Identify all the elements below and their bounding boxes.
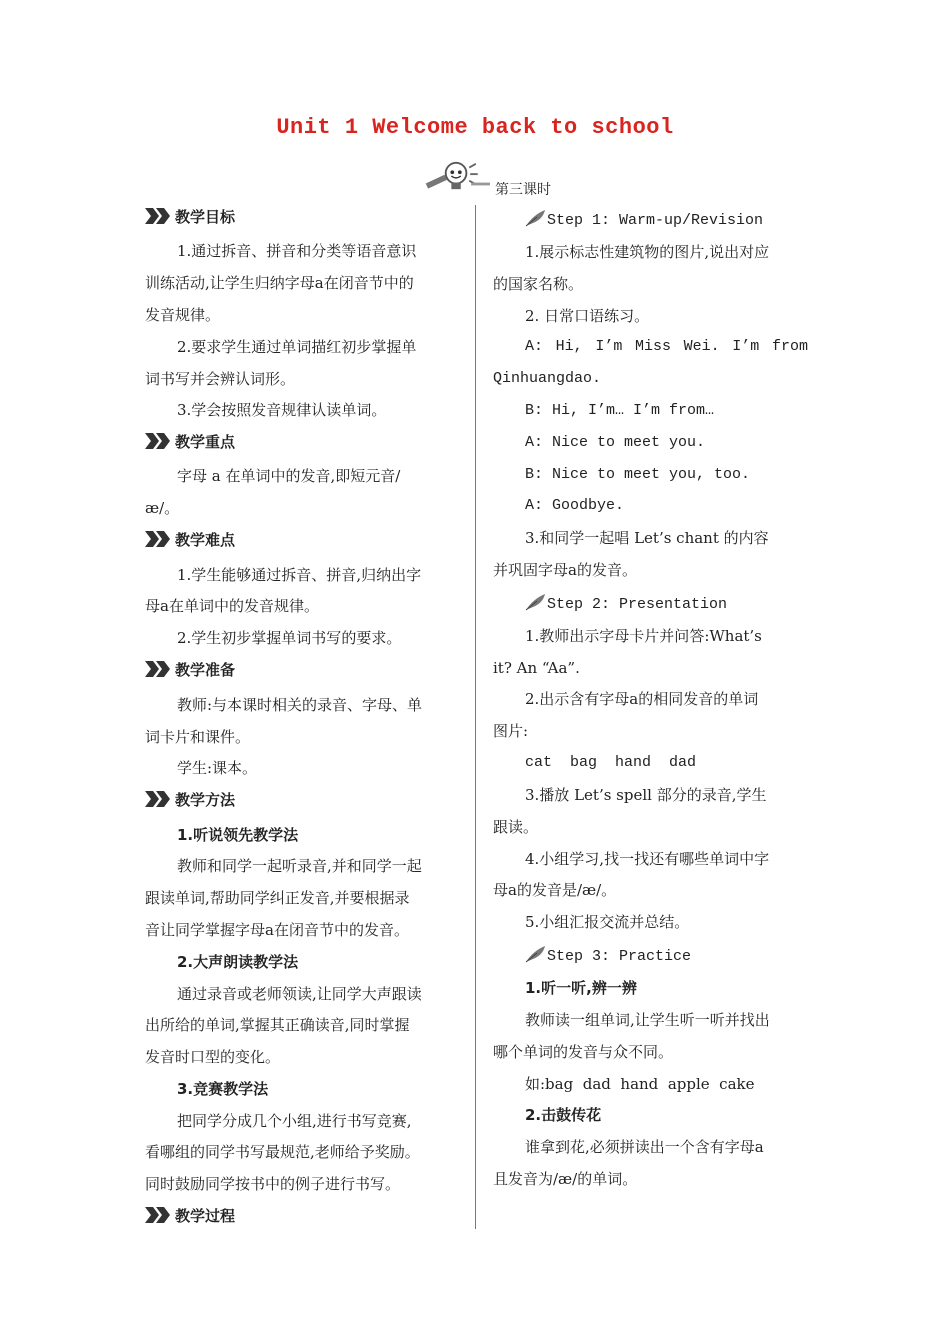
text-line: 跟读。 [493,818,539,836]
text-line: 哪个单词的发音与众不同。 [493,1043,674,1061]
text-line: 如:bag dad hand apple cake [525,1075,755,1093]
text-line: 4.小组学习,找一找还有哪些单词中字 [525,850,770,868]
text-line: 并巩固字母a的发音。 [493,561,637,579]
text-line: 3.学会按照发音规律认读单词。 [177,401,387,419]
dialogue-line: A: Nice to meet you. [525,434,706,451]
step-heading: Step 3: Practice [525,945,691,967]
dialogue-line: Qinhuangdao. [493,370,602,387]
text-line: 谁拿到花,必须拼读出一个含有字母a [525,1138,764,1156]
text-line: 跟读单词,帮助同学纠正发音,并要根据录 [145,889,410,907]
text-line: 词书写并会辨认词形。 [145,370,296,388]
feather-pen-icon [525,209,547,227]
section-heading-difficulty: 教学难点 [145,530,235,550]
text-line: 2. 日常口语练习。 [525,307,650,325]
text-line: 同时鼓励同学按书中的例子进行书写。 [145,1175,401,1193]
text-line: 词卡片和课件。 [145,728,251,746]
method-title: 2.大声朗读教学法 [177,953,299,971]
text-line: 教师和同学一起听录音,并和同学一起 [177,857,422,875]
dialogue-line: B: Nice to meet you, too. [525,466,751,483]
document-title: Unit 1 Welcome back to school [276,115,674,140]
text-line: 发音时口型的变化。 [145,1048,281,1066]
text-line: 1.通过拆音、拼音和分类等语音意识 [177,242,417,260]
section-heading-key: 教学重点 [145,432,235,452]
lesson-label: 第三课时 [495,182,551,198]
double-arrow-icon [145,791,173,807]
text-line: 母a在单词中的发音规律。 [145,597,319,615]
text-line: 教师读一组单词,让学生听一听并找出 [525,1011,770,1029]
section-heading-methods: 教学方法 [145,790,235,810]
text-line: 通过录音或老师领读,让同学大声跟读 [177,985,422,1003]
text-line: 的国家名称。 [493,275,584,293]
text-line: 5.小组汇报交流并总结。 [525,913,690,931]
text-line: 发音规律。 [145,306,221,324]
text-line: 教师:与本课时相关的录音、字母、单 [177,696,423,714]
dialogue-line: A: Goodbye. [525,497,625,514]
step-heading: Step 2: Presentation [525,593,727,615]
column-divider [475,205,476,1229]
text-line: 2.出示含有字母a的相同发音的单词 [525,690,759,708]
text-line: 训练活动,让学生归纳字母a在闭音节中的 [145,274,414,292]
practice-title: 2.击鼓传花 [525,1106,602,1124]
method-title: 3.竞赛教学法 [177,1080,269,1098]
practice-title: 1.听一听,辨一辨 [525,979,637,997]
text-line: æ/。 [145,499,180,517]
lightbulb-pencil-icon [422,160,492,192]
section-heading-process: 教学过程 [145,1206,235,1226]
text-line: it? An “Aa”. [493,659,580,677]
section-heading-preparation: 教学准备 [145,660,235,680]
dialogue-line: B: Hi, I’m… I’m from… [525,402,715,419]
feather-pen-icon [525,945,547,963]
text-line: 音让同学掌握字母a在闭音节中的发音。 [145,921,409,939]
double-arrow-icon [145,1207,173,1223]
text-line: 学生:课本。 [177,759,258,777]
text-line: 出所给的单词,掌握其正确读音,同时掌握 [145,1016,410,1034]
double-arrow-icon [145,208,173,224]
text-line: 把同学分成几个小组,进行书写竞赛, [177,1112,412,1130]
word-list: cat bag hand dad [525,754,697,771]
double-arrow-icon [145,661,173,677]
text-line: 3.播放 Let’s spell 部分的录音,学生 [525,786,767,804]
text-line: 母a的发音是/æ/。 [493,881,617,899]
section-heading-goals: 教学目标 [145,207,235,227]
double-arrow-icon [145,531,173,547]
text-line: 3.和同学一起唱 Let’s chant 的内容 [525,529,769,547]
text-line: 1.学生能够通过拆音、拼音,归纳出字 [177,566,422,584]
text-line: 2.学生初步掌握单词书写的要求。 [177,629,402,647]
text-line: 1.展示标志性建筑物的图片,说出对应 [525,243,770,261]
text-line: 看哪组的同学书写最规范,老师给予奖励。 [145,1143,420,1161]
text-line: 图片: [493,722,529,740]
double-arrow-icon [145,433,173,449]
text-line: 1.教师出示字母卡片并问答:What’s [525,627,762,645]
text-line: 字母 a 在单词中的发音,即短元音/ [177,467,401,485]
method-title: 1.听说领先教学法 [177,826,299,844]
step-heading: Step 1: Warm-up/Revision [525,209,763,231]
text-line: 且发音为/æ/的单词。 [493,1170,638,1188]
text-line: 2.要求学生通过单词描红初步掌握单 [177,338,417,356]
dialogue-line: A: Hi, I’m Miss Wei. I’m from [525,338,808,355]
feather-pen-icon [525,593,547,611]
